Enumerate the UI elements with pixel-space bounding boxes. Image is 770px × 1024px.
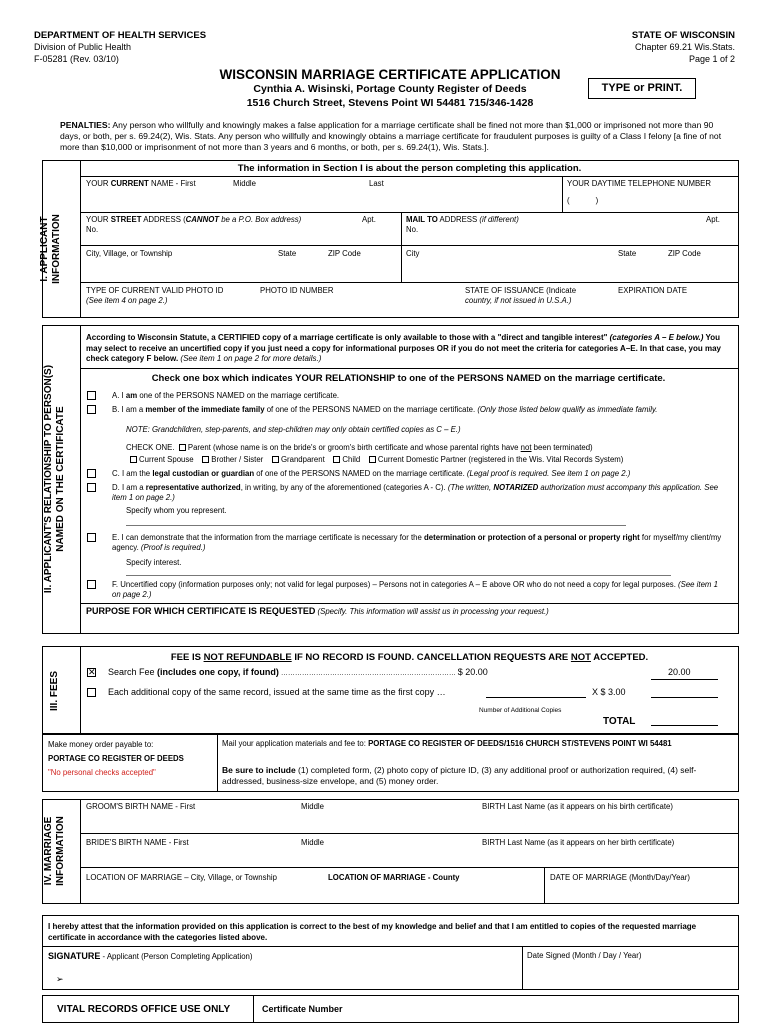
office-address: 1516 Church Street, Stevens Point WI 54481 715/346-1428 [246, 97, 534, 109]
purpose-label: PURPOSE FOR WHICH CERTIFICATE IS REQUESTED (Specify. This information will assist us in processing your request.) [86, 606, 549, 616]
city-label: City, Village, or Township [86, 249, 173, 258]
type-or-print-badge [588, 78, 696, 99]
payee: PORTAGE CO REGISTER OF DEEDS [48, 754, 184, 763]
fee-notice: FEE IS NOT REFUNDABLE IF NO RECORD IS FOUND. CANCELLATION REQUESTS ARE NOT ACCEPTED. [170, 652, 649, 663]
category-b-checkbox[interactable] [87, 405, 96, 414]
additional-copies-input[interactable] [486, 697, 586, 698]
street-apt-label: Apt. [362, 215, 376, 224]
marriage-date-label: DATE OF MARRIAGE (Month/Day/Year) [550, 873, 690, 882]
category-f-text: F. Uncertified copy (information purposes only; not valid for legal purposes) – Persons not in categories A – E above OR who do not need a copy for legal purposes. (See item 1 on page 2.) [112, 580, 718, 599]
represent-line[interactable] [126, 525, 626, 526]
bride-first-label: BRIDE'S BIRTH NAME - First [86, 838, 189, 847]
page-title: WISCONSIN MARRIAGE CERTIFICATE APPLICATION [219, 67, 561, 82]
photo-id-type-label: TYPE OF CURRENT VALID PHOTO ID [86, 286, 224, 295]
groom-last-label: BIRTH Last Name (as it appears on his birth certificate) [482, 802, 673, 811]
type-or-print-label: TYPE or PRINT. [601, 82, 683, 94]
section-4 [42, 799, 739, 904]
certified-copy-statute: According to Wisconsin Statute, a CERTIFIED copy of a marriage certificate is only available to those with a "direct and tangible interest" (categories A – E below.) You may select to receive an uncertified copy if you just need a copy for informational purposes OR if you do not meet the criteria for categories A–E. In that case, you may check category F below. (See item 1 on page 2 for more details.) [86, 333, 721, 363]
no-checks-warning: "No personal checks accepted" [48, 768, 156, 777]
mail-no-label: No. [406, 225, 419, 234]
section-1-intro: The information in Section I is about the person completing this application. [237, 163, 582, 174]
mail-state-label: State [618, 249, 637, 258]
payable-label: Make money order payable to: [48, 740, 154, 749]
penalties-label: PENALTIES: [60, 120, 111, 130]
page-number: Page 1 of 2 [688, 54, 735, 64]
photo-id-number-label: PHOTO ID NUMBER [260, 286, 334, 295]
num-copies-caption: Number of Additional Copies [479, 707, 562, 714]
attestation-text: I hereby attest that the information provided on this application is correct to the best of my knowledge and belief and that I am entitled to copies of the requested marriage certificate in accordance with the categories listed above. [48, 922, 697, 942]
search-fee-line: Search Fee (includes one copy, if found) ………………………………………………………………… $ 20.00 [108, 667, 488, 677]
phone-input[interactable]: ( ) [567, 196, 599, 205]
penalties [60, 120, 732, 153]
additional-copies-label: Each additional copy of the same record, issued at the same time as the first copy … [108, 687, 446, 697]
signature-label: SIGNATURE - Applicant (Person Completing Application) [48, 951, 253, 961]
sibling-checkbox[interactable] [202, 456, 209, 463]
category-d-text: D. I am a representative authorized, in writing, by any of the aforementioned (categories A - C). (The written, NOTARIZED authorization must accompany this application. See item 1 on page 2.) [112, 483, 719, 502]
additional-copies-price: X $ 3.00 [592, 687, 626, 697]
mail-apt-label: Apt. [706, 215, 720, 224]
division: Division of Public Health [34, 42, 132, 52]
interest-line[interactable] [126, 575, 671, 576]
section-1-side-label: I. APPLICANT INFORMATION [39, 214, 62, 284]
category-e-checkbox[interactable] [87, 533, 96, 542]
check-one-heading: Check one box which indicates YOUR RELATIONSHIP to one of the PERSONS NAMED on the marriage certificate. [151, 373, 666, 384]
certificate-number-label: Certificate Number [262, 1004, 343, 1014]
family-options: Current Spouse Brother / Sister Grandparent Child Current Domestic Partner (registered in the Wis. Vital Records System) [130, 455, 623, 464]
street-no-label: No. [86, 225, 99, 234]
groom-first-label: GROOM'S BIRTH NAME - First [86, 802, 196, 811]
category-d-checkbox[interactable] [87, 483, 96, 492]
child-checkbox[interactable] [333, 456, 340, 463]
zip-label: ZIP Code [328, 249, 361, 258]
category-c-text: C. I am the legal custodian or guardian of one of the PERSONS NAMED on the marriage certificate. (Legal proof is required. See item 1 on page 2.) [112, 469, 631, 478]
middle-label: Middle [233, 179, 256, 188]
street-address-label: YOUR STREET ADDRESS (CANNOT be a P.O. Box address) [86, 215, 302, 224]
location-city-label: LOCATION OF MARRIAGE – City, Village, or Township [86, 873, 277, 882]
search-fee-checkbox[interactable]: ✕ [88, 667, 96, 677]
domestic-partner-checkbox[interactable] [369, 456, 376, 463]
expiration-label: EXPIRATION DATE [618, 286, 688, 295]
state-label: State [278, 249, 297, 258]
date-signed-label: Date Signed (Month / Day / Year) [527, 951, 642, 960]
section-3-side-label: III. FEES [49, 671, 60, 712]
registrar: Cynthia A. Wisinski, Portage County Register of Deeds [253, 83, 527, 95]
include-instructions: Be sure to include (1) completed form, (2) photo copy of picture ID, (3) any additional proof or authorization required, (4) self-addressed, business-size envelope, and (5) money order. [222, 765, 697, 786]
phone-label: YOUR DAYTIME TELEPHONE NUMBER [567, 179, 711, 188]
last-label: Last [369, 179, 384, 188]
interest-label: Specify interest. [126, 558, 182, 567]
mail-to-label: MAIL TO ADDRESS (if different) [406, 215, 519, 224]
section-2-side-label: II. APPLICANT'S RELATIONSHIP TO PERSON(S) NAMED ON THE CERTIFICATE [43, 364, 66, 594]
groom-middle-label: Middle [301, 802, 324, 811]
issuance-label: STATE OF ISSUANCE (Indicate [465, 286, 577, 295]
mail-zip-label: ZIP Code [668, 249, 701, 258]
form-id: F-05281 (Rev. 03/10) [34, 54, 119, 64]
check-one-family: CHECK ONE. Parent (whose name is on the bride's or groom's birth certificate and whose parental rights have not been terminated) [126, 443, 593, 452]
location-county-label: LOCATION OF MARRIAGE - County [328, 873, 460, 882]
represent-label: Specify whom you represent. [126, 506, 227, 515]
penalties-text: Any person who willfully and knowingly makes a false application for a marriage certificate shall be fined not more than $1,000 or imprisoned not more than 90 days, or both, per s. 69.24(2), Wis. Stats. Any person who willfully and knowingly obtains a marriage certificate for fraudulent purposes is guilty of a Class I felony [a fine of not more than $10,000 or imprisonment of not more than 3 years and 6 months, or both, per s. 69.24(1), Wis. Stats.]. [60, 120, 722, 152]
issuance-note: country, if not issued in U.S.A.) [465, 296, 572, 305]
section-4-side-label: IV. MARRIAGE INFORMATION [43, 816, 66, 886]
state-name: STATE OF WISCONSIN [631, 30, 735, 41]
category-c-checkbox[interactable] [87, 469, 96, 478]
search-fee-total: 20.00 [668, 667, 691, 677]
category-a-checkbox[interactable] [87, 391, 96, 400]
mail-city-label: City [406, 249, 420, 258]
category-a-text: A. I am one of the PERSONS NAMED on the marriage certificate. [112, 391, 340, 400]
bride-last-label: BIRTH Last Name (as it appears on her birth certificate) [482, 838, 675, 847]
current-name-label: YOUR CURRENT NAME - First [86, 179, 196, 188]
grandparent-checkbox[interactable] [272, 456, 279, 463]
dept-name: DEPARTMENT OF HEALTH SERVICES [34, 30, 207, 41]
total-label: TOTAL [603, 716, 636, 727]
bride-middle-label: Middle [301, 838, 324, 847]
parent-checkbox[interactable] [179, 444, 186, 451]
additional-copies-checkbox[interactable] [87, 688, 96, 697]
office-use-label: VITAL RECORDS OFFICE USE ONLY [57, 1004, 231, 1015]
category-b-text: B. I am a member of the immediate family of one of the PERSONS NAMED on the marriage certificate. (Only those listed below qualify as immediate family. [112, 405, 658, 414]
category-f-checkbox[interactable] [87, 580, 96, 589]
total-line[interactable] [651, 725, 718, 726]
signature-arrow[interactable]: ➢ [56, 974, 64, 984]
photo-id-type-note: (See item 4 on page 2.) [86, 296, 168, 305]
mail-instructions: Mail your application materials and fee to: PORTAGE CO REGISTER OF DEEDS/1516 CHURCH ST/STEVENS POINT WI 54481 [222, 739, 672, 748]
spouse-checkbox[interactable] [130, 456, 137, 463]
category-b-note: NOTE: Grandchildren, step-parents, and step-children may only obtain certified copies as C – E.) [126, 425, 461, 434]
category-e-text: E. I can demonstrate that the information from the marriage certificate is necessary for the determination or protection of a personal or property right for myself/my client/my agency. (Proof is required.) [112, 533, 722, 552]
statute-ref: Chapter 69.21 Wis.Stats. [634, 42, 735, 52]
